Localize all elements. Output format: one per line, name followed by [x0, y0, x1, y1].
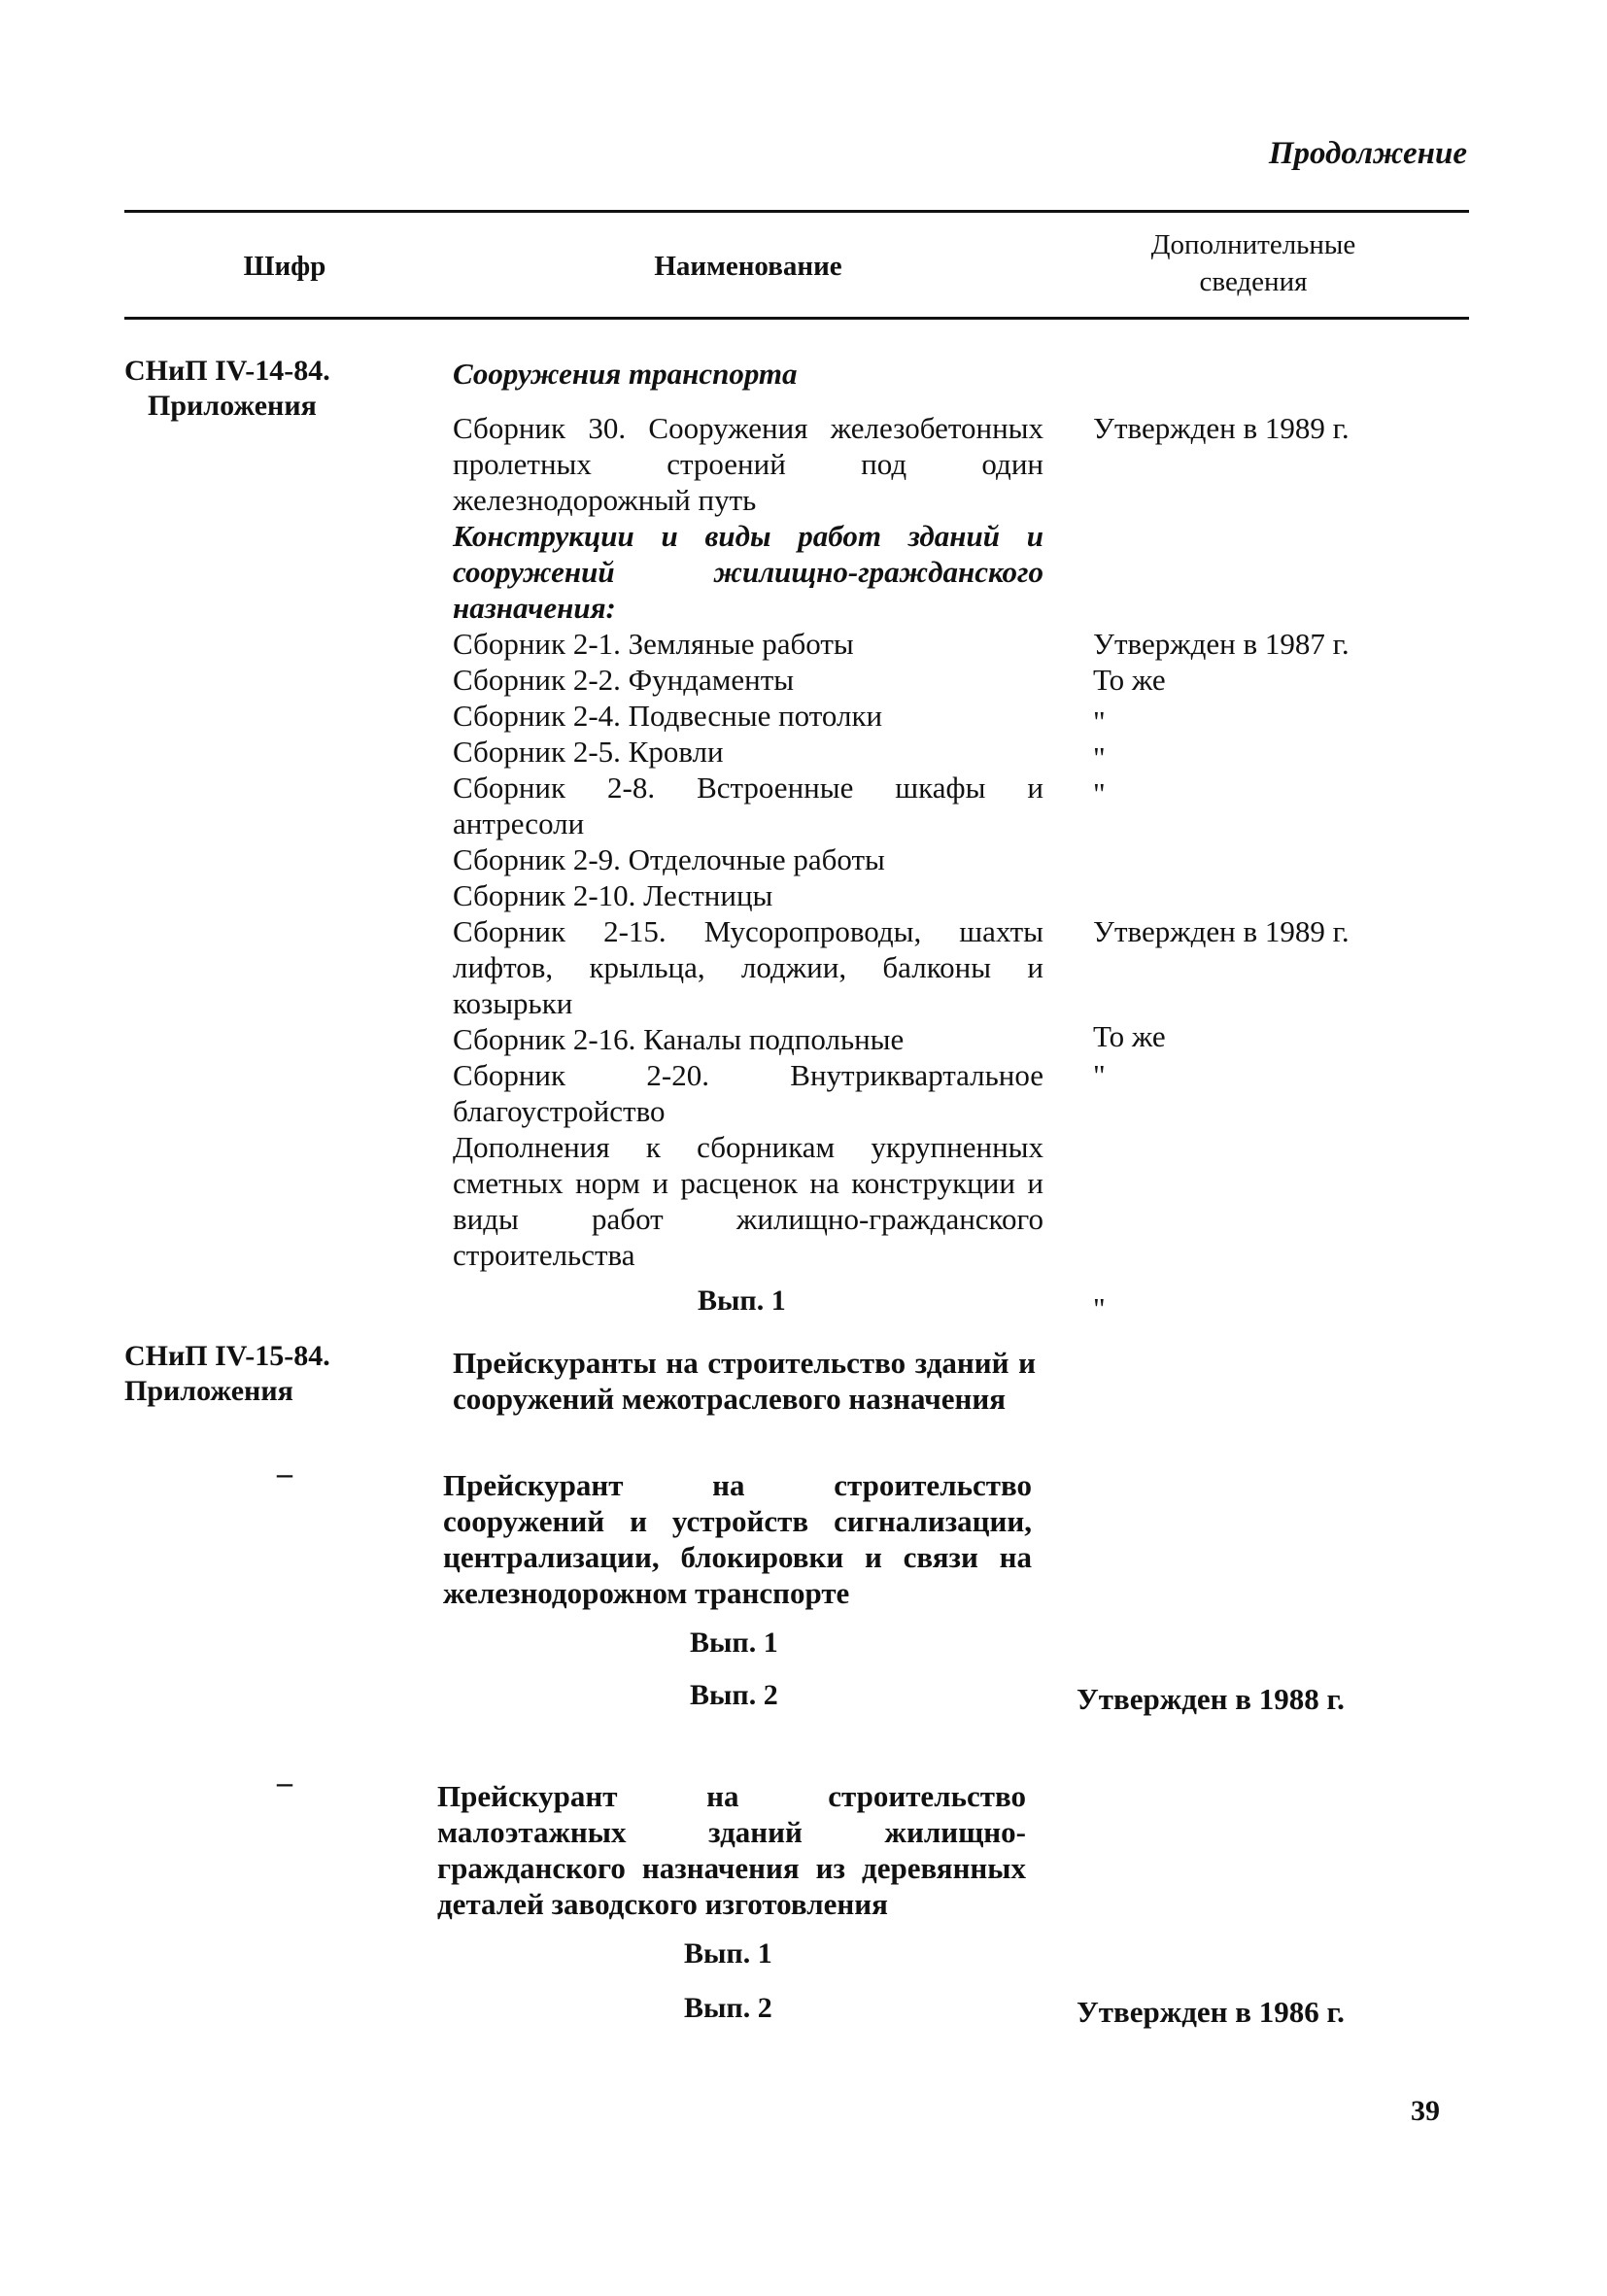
section1-items: [453, 410, 1043, 1273]
section3-dash: –: [277, 1456, 292, 1491]
list-item: Сборник 2-20. Внутриквартальное благоустройство: [453, 1058, 1043, 1128]
list-item: Дополнения к сборникам укрупненных сметных норм и расценок на конструкции и виды работ жилищно-гражданского строительства: [453, 1130, 1043, 1272]
list-item: Конструкции и виды работ зданий и сооружений жилищно-гражданского назначения:: [453, 519, 1043, 625]
section3-vyp1: Вып. 1: [690, 1627, 778, 1659]
header-info-line2: сведения: [1199, 265, 1308, 297]
section2-code-line2: Приложения: [124, 1375, 293, 1407]
list-item: Сборник 2-2. Фундаменты: [453, 663, 795, 697]
section4-vyp2-info: Утвержден в 1986 г.: [1077, 1995, 1345, 2029]
section1-title: Сооружения транспорта: [453, 357, 798, 391]
section3-vyp2: Вып. 2: [690, 1679, 778, 1711]
info-item-0: Утвержден в 1989 г.: [1093, 411, 1350, 445]
header-code: Шифр: [243, 251, 326, 282]
info-item-10: То же: [1093, 1019, 1166, 1053]
section4-name: Прейскурант на строительство малоэтажных зданий жилищно-гражданского назначения из деревянных деталей заводского изготовления: [437, 1779, 1026, 1921]
section1-vyp1: Вып. 1: [698, 1285, 786, 1317]
info-item-3: То же: [1093, 663, 1166, 697]
info-item-4: ": [1093, 704, 1106, 738]
list-item: Сборник 30. Сооружения железобетонных пролетных строений под один железнодорожный путь: [453, 411, 1043, 517]
info-item-5: ": [1093, 740, 1106, 774]
section2-code-line1: СНиП IV-15-84.: [124, 1340, 330, 1372]
header-name: Наименование: [654, 251, 842, 282]
list-item: Сборник 2-15. Мусоропроводы, шахты лифтов, крыльца, лоджии, балконы и козырьки: [453, 914, 1043, 1020]
page-number: 39: [1411, 2095, 1440, 2127]
list-item: Сборник 2-16. Каналы подпольные: [453, 1022, 905, 1056]
header-info-line1: Дополнительные: [1150, 229, 1356, 260]
list-item: Сборник 2-9. Отделочные работы: [453, 842, 885, 876]
section4-vyp1: Вып. 1: [684, 1937, 772, 1970]
section1-vyp1-info: ": [1093, 1291, 1106, 1325]
section1-code-line2: Приложения: [148, 390, 317, 422]
list-item: Сборник 2-5. Кровли: [453, 735, 724, 769]
section2-code: [124, 1339, 435, 1409]
header-info: [1059, 227, 1448, 300]
section1-code-line1: СНиП IV-14-84.: [124, 355, 330, 387]
section2-name: Прейскуранты на строительство зданий и сооружений межотраслевого назначения: [453, 1346, 1036, 1416]
info-item-2: Утвержден в 1987 г.: [1093, 627, 1350, 661]
list-item: Сборник 2-8. Встроенные шкафы и антресоли: [453, 771, 1043, 840]
section4-dash: –: [277, 1765, 292, 1799]
section3-name: Прейскурант на строительство сооружений и устройств сигнализации, централизации, блокировки и связи на железнодорожном транспорте: [443, 1468, 1032, 1610]
info-item-6: ": [1093, 776, 1106, 810]
section4-vyp2: Вып. 2: [684, 1992, 772, 2024]
list-item: Сборник 2-4. Подвесные потолки: [453, 699, 883, 733]
continuation-label: Продолжение: [1268, 136, 1467, 171]
table-top-rule: [124, 210, 1469, 213]
info-item-9: Утвержден в 1989 г.: [1093, 914, 1350, 948]
section3-vyp2-info: Утвержден в 1988 г.: [1077, 1682, 1345, 1716]
section1-code: [124, 354, 435, 424]
list-item: Сборник 2-1. Земляные работы: [453, 627, 854, 661]
table-header-rule: [124, 317, 1469, 320]
list-item: Сборник 2-10. Лестницы: [453, 878, 773, 912]
info-item-11: ": [1093, 1058, 1106, 1092]
